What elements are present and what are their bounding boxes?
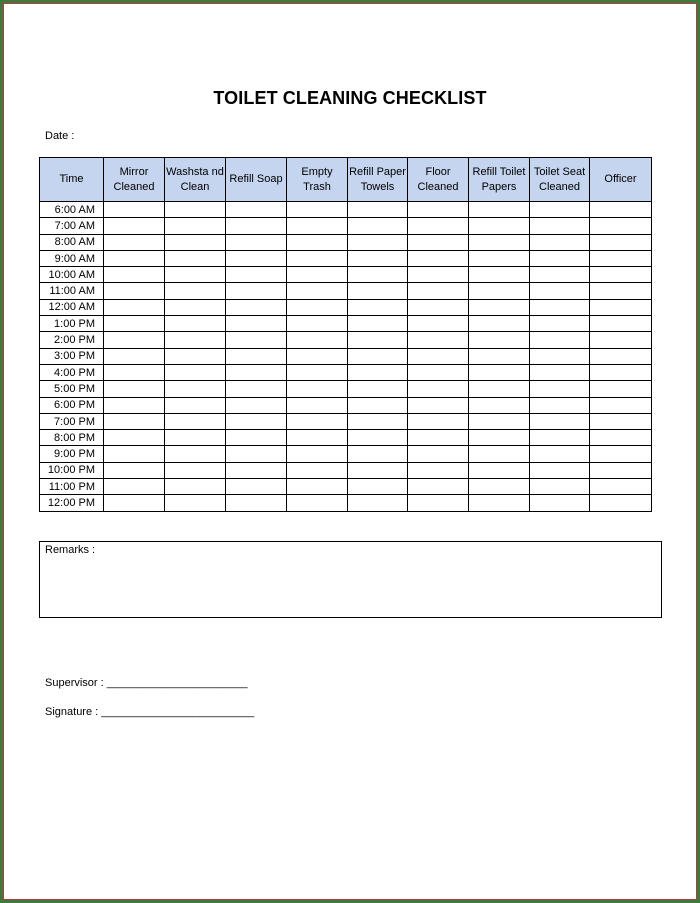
check-cell <box>469 462 530 478</box>
check-cell <box>348 299 408 315</box>
check-cell <box>530 397 590 413</box>
check-cell <box>469 332 530 348</box>
check-cell <box>165 202 226 218</box>
check-cell <box>165 316 226 332</box>
check-cell <box>408 267 469 283</box>
check-cell <box>590 250 652 266</box>
check-cell <box>408 202 469 218</box>
check-cell <box>348 234 408 250</box>
check-cell <box>408 413 469 429</box>
column-header: Washsta nd Clean <box>165 158 226 202</box>
table-row <box>40 348 652 364</box>
check-cell <box>226 462 287 478</box>
check-cell <box>165 283 226 299</box>
check-cell <box>104 413 165 429</box>
table-row <box>40 332 652 348</box>
check-cell <box>348 218 408 234</box>
time-cell: 10:00 AM <box>40 267 104 283</box>
check-cell <box>104 299 165 315</box>
check-cell <box>104 234 165 250</box>
check-cell <box>469 267 530 283</box>
check-cell <box>590 430 652 446</box>
check-cell <box>590 299 652 315</box>
time-cell: 3:00 PM <box>40 348 104 364</box>
check-cell <box>469 397 530 413</box>
check-cell <box>287 234 348 250</box>
check-cell <box>104 462 165 478</box>
check-cell <box>590 479 652 495</box>
check-cell <box>287 462 348 478</box>
table-row <box>40 430 652 446</box>
check-cell <box>469 283 530 299</box>
check-cell <box>226 218 287 234</box>
table-row <box>40 316 652 332</box>
check-cell <box>104 267 165 283</box>
check-cell <box>165 430 226 446</box>
check-cell <box>226 381 287 397</box>
check-cell <box>530 430 590 446</box>
time-cell: 8:00 PM <box>40 430 104 446</box>
time-cell: 12:00 AM <box>40 299 104 315</box>
check-cell <box>287 250 348 266</box>
check-cell <box>104 446 165 462</box>
check-cell <box>287 267 348 283</box>
check-cell <box>104 479 165 495</box>
check-cell <box>530 202 590 218</box>
check-cell <box>469 348 530 364</box>
check-cell <box>165 250 226 266</box>
check-cell <box>348 430 408 446</box>
check-cell <box>165 495 226 511</box>
check-cell <box>226 332 287 348</box>
time-cell: 8:00 AM <box>40 234 104 250</box>
check-cell <box>287 413 348 429</box>
check-cell <box>469 446 530 462</box>
table-row <box>40 479 652 495</box>
table-row <box>40 250 652 266</box>
table-row <box>40 397 652 413</box>
check-cell <box>165 332 226 348</box>
check-cell <box>165 348 226 364</box>
check-cell <box>590 413 652 429</box>
check-cell <box>226 299 287 315</box>
check-cell <box>226 430 287 446</box>
time-cell: 12:00 PM <box>40 495 104 511</box>
checklist-table <box>39 157 652 512</box>
check-cell <box>408 364 469 380</box>
check-cell <box>348 202 408 218</box>
column-header: Mirror Cleaned <box>104 158 165 202</box>
check-cell <box>104 332 165 348</box>
check-cell <box>348 348 408 364</box>
check-cell <box>165 299 226 315</box>
check-cell <box>469 250 530 266</box>
check-cell <box>348 283 408 299</box>
check-cell <box>104 381 165 397</box>
check-cell <box>408 397 469 413</box>
check-cell <box>408 348 469 364</box>
table-row <box>40 381 652 397</box>
check-cell <box>104 250 165 266</box>
check-cell <box>226 250 287 266</box>
remarks-box <box>39 541 662 618</box>
check-cell <box>226 413 287 429</box>
check-cell <box>226 283 287 299</box>
check-cell <box>287 283 348 299</box>
time-cell: 1:00 PM <box>40 316 104 332</box>
check-cell <box>348 316 408 332</box>
check-cell <box>530 316 590 332</box>
check-cell <box>590 348 652 364</box>
check-cell <box>530 381 590 397</box>
check-cell <box>104 364 165 380</box>
page-title: TOILET CLEANING CHECKLIST <box>213 88 487 108</box>
check-cell <box>287 495 348 511</box>
check-cell <box>469 364 530 380</box>
table-row <box>40 413 652 429</box>
check-cell <box>590 202 652 218</box>
check-cell <box>469 218 530 234</box>
column-header: Refill Toilet Papers <box>469 158 530 202</box>
check-cell <box>469 316 530 332</box>
time-cell: 11:00 PM <box>40 479 104 495</box>
table-body <box>40 202 652 512</box>
check-cell <box>348 364 408 380</box>
table-row <box>40 283 652 299</box>
check-cell <box>590 397 652 413</box>
check-cell <box>165 413 226 429</box>
check-cell <box>348 267 408 283</box>
check-cell <box>408 479 469 495</box>
check-cell <box>530 283 590 299</box>
check-cell <box>226 495 287 511</box>
check-cell <box>165 462 226 478</box>
check-cell <box>348 250 408 266</box>
check-cell <box>408 332 469 348</box>
check-cell <box>590 462 652 478</box>
check-cell <box>530 413 590 429</box>
check-cell <box>226 234 287 250</box>
check-cell <box>469 234 530 250</box>
check-cell <box>530 267 590 283</box>
check-cell <box>590 446 652 462</box>
check-cell <box>104 495 165 511</box>
check-cell <box>287 348 348 364</box>
check-cell <box>104 397 165 413</box>
check-cell <box>469 381 530 397</box>
check-cell <box>408 446 469 462</box>
check-cell <box>408 250 469 266</box>
check-cell <box>408 316 469 332</box>
table-row <box>40 495 652 511</box>
check-cell <box>287 446 348 462</box>
check-cell <box>530 495 590 511</box>
check-cell <box>348 397 408 413</box>
check-cell <box>165 381 226 397</box>
check-cell <box>408 218 469 234</box>
check-cell <box>287 479 348 495</box>
check-cell <box>530 446 590 462</box>
check-cell <box>590 283 652 299</box>
table-row <box>40 202 652 218</box>
check-cell <box>408 430 469 446</box>
time-cell: 9:00 AM <box>40 250 104 266</box>
check-cell <box>165 234 226 250</box>
check-cell <box>348 462 408 478</box>
table-row <box>40 234 652 250</box>
check-cell <box>469 413 530 429</box>
time-cell: 10:00 PM <box>40 462 104 478</box>
check-cell <box>104 283 165 299</box>
check-cell <box>287 332 348 348</box>
time-cell: 5:00 PM <box>40 381 104 397</box>
check-cell <box>469 430 530 446</box>
table-row <box>40 364 652 380</box>
table-row <box>40 462 652 478</box>
check-cell <box>530 250 590 266</box>
check-cell <box>104 348 165 364</box>
check-cell <box>104 218 165 234</box>
check-cell <box>165 364 226 380</box>
date-label: Date : <box>45 130 75 142</box>
column-header: Officer <box>590 158 652 202</box>
check-cell <box>226 348 287 364</box>
check-cell <box>226 267 287 283</box>
check-cell <box>469 202 530 218</box>
time-cell: 7:00 PM <box>40 413 104 429</box>
check-cell <box>226 202 287 218</box>
check-cell <box>408 462 469 478</box>
time-cell: 6:00 AM <box>40 202 104 218</box>
check-cell <box>165 267 226 283</box>
table-header-row <box>40 158 652 202</box>
check-cell <box>165 397 226 413</box>
time-cell: 9:00 PM <box>40 446 104 462</box>
check-cell <box>469 479 530 495</box>
check-cell <box>590 495 652 511</box>
check-cell <box>104 316 165 332</box>
table-row <box>40 299 652 315</box>
table-row <box>40 446 652 462</box>
time-cell: 4:00 PM <box>40 364 104 380</box>
column-header: Time <box>40 158 104 202</box>
check-cell <box>348 332 408 348</box>
check-cell <box>104 202 165 218</box>
check-cell <box>530 462 590 478</box>
check-cell <box>287 299 348 315</box>
check-cell <box>287 364 348 380</box>
check-cell <box>104 430 165 446</box>
check-cell <box>348 413 408 429</box>
check-cell <box>590 364 652 380</box>
check-cell <box>590 267 652 283</box>
check-cell <box>530 218 590 234</box>
check-cell <box>408 234 469 250</box>
check-cell <box>165 479 226 495</box>
supervisor-line: Supervisor : _______________________ <box>45 677 248 689</box>
check-cell <box>348 495 408 511</box>
check-cell <box>530 348 590 364</box>
check-cell <box>530 332 590 348</box>
check-cell <box>226 397 287 413</box>
check-cell <box>226 446 287 462</box>
check-cell <box>469 299 530 315</box>
check-cell <box>287 397 348 413</box>
check-cell <box>165 218 226 234</box>
column-header: Empty Trash <box>287 158 348 202</box>
column-header: Floor Cleaned <box>408 158 469 202</box>
check-cell <box>287 381 348 397</box>
remarks-label: Remarks : <box>45 544 96 556</box>
time-cell: 7:00 AM <box>40 218 104 234</box>
check-cell <box>590 381 652 397</box>
check-cell <box>590 234 652 250</box>
check-cell <box>408 495 469 511</box>
time-cell: 2:00 PM <box>40 332 104 348</box>
check-cell <box>590 316 652 332</box>
check-cell <box>348 446 408 462</box>
check-cell <box>469 495 530 511</box>
check-cell <box>348 479 408 495</box>
check-cell <box>590 218 652 234</box>
check-cell <box>348 381 408 397</box>
check-cell <box>226 316 287 332</box>
check-cell <box>408 283 469 299</box>
check-cell <box>226 364 287 380</box>
column-header: Refill Soap <box>226 158 287 202</box>
check-cell <box>287 430 348 446</box>
check-cell <box>530 234 590 250</box>
check-cell <box>530 479 590 495</box>
check-cell <box>408 299 469 315</box>
check-cell <box>165 446 226 462</box>
table-row <box>40 267 652 283</box>
check-cell <box>287 316 348 332</box>
time-cell: 6:00 PM <box>40 397 104 413</box>
check-cell <box>287 202 348 218</box>
column-header: Refill Paper Towels <box>348 158 408 202</box>
check-cell <box>226 479 287 495</box>
column-header: Toilet Seat Cleaned <box>530 158 590 202</box>
check-cell <box>590 332 652 348</box>
signature-line: Signature : _________________________ <box>45 706 255 718</box>
table-row <box>40 218 652 234</box>
time-cell: 11:00 AM <box>40 283 104 299</box>
check-cell <box>530 364 590 380</box>
check-cell <box>530 299 590 315</box>
check-cell <box>287 218 348 234</box>
check-cell <box>408 381 469 397</box>
